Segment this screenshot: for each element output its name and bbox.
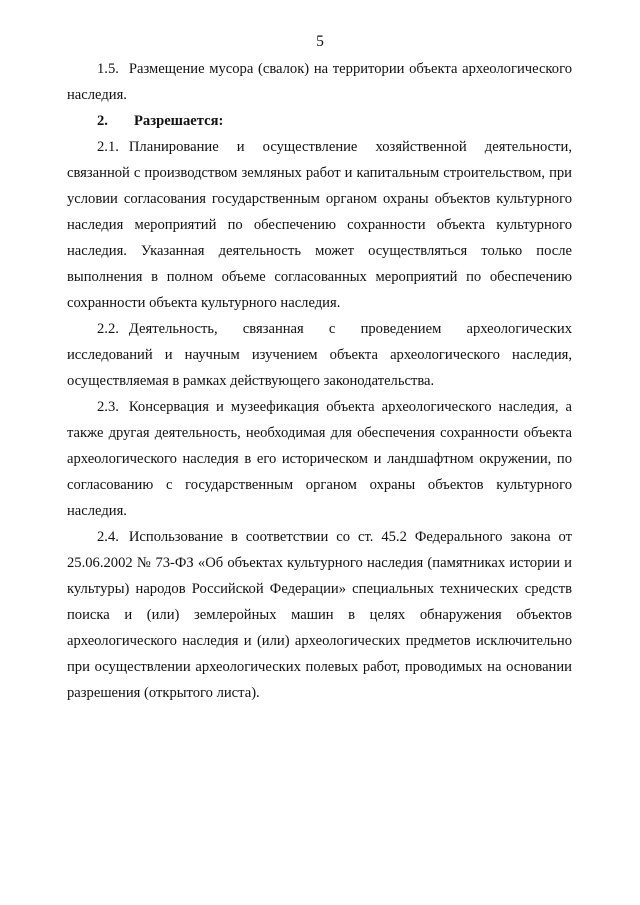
item-text: Размещение мусора (свалок) на территории объекта археологического наследия. bbox=[67, 61, 572, 103]
item-text: Использование в соответствии со ст. 45.2 Федерального закона от 25.06.2002 № 73-ФЗ «Об объектах культурного наследия (памятниках истории и культуры) народов Российской Федерации» специальных технических средств поиска и (или) землеройных машин в целях обнаружения объектов археологического наследия и (или) археологических предметов исключительно при осуществлении археологических полевых работ, проводимых на основании разрешения (открытого листа). bbox=[67, 529, 572, 701]
item-number: 2.4. bbox=[97, 529, 119, 545]
document-body bbox=[67, 56, 572, 706]
item-text: Деятельность, связанная с проведением археологических исследований и научным изучением объекта археологического наследия, осуществляемая в рамках действующего законодательства. bbox=[67, 321, 572, 389]
list-item-2-2 bbox=[67, 316, 572, 394]
section-title: Разрешается: bbox=[134, 113, 224, 129]
page-number: 5 bbox=[316, 33, 324, 50]
item-number: 1.5. bbox=[97, 61, 119, 77]
item-number: 2.1. bbox=[97, 139, 119, 155]
section-heading bbox=[67, 108, 572, 134]
list-item-2-3 bbox=[67, 394, 572, 524]
list-item-1-5 bbox=[67, 56, 572, 108]
section-number: 2. bbox=[97, 113, 108, 129]
item-number: 2.3. bbox=[97, 399, 119, 415]
list-item-2-4 bbox=[67, 524, 572, 706]
item-number: 2.2. bbox=[97, 321, 119, 337]
item-text: Планирование и осуществление хозяйственной деятельности, связанной с производством земляных работ и капитальным строительством, при условии согласования государственным органом охраны объектов культурного наследия мероприятий по обеспечению сохранности объекта культурного наследия. Указанная деятельность может осуществляться только после выполнения в полном объеме согласованных мероприятий по обеспечению сохранности объекта культурного наследия. bbox=[67, 139, 572, 311]
item-text: Консервация и музеефикация объекта археологического наследия, а также другая деятельность, необходимая для обеспечения сохранности объекта археологического наследия в его историческом и ландшафтном окружении, по согласованию с государственным органом охраны объектов культурного наследия. bbox=[67, 399, 572, 519]
list-item-2-1 bbox=[67, 134, 572, 316]
